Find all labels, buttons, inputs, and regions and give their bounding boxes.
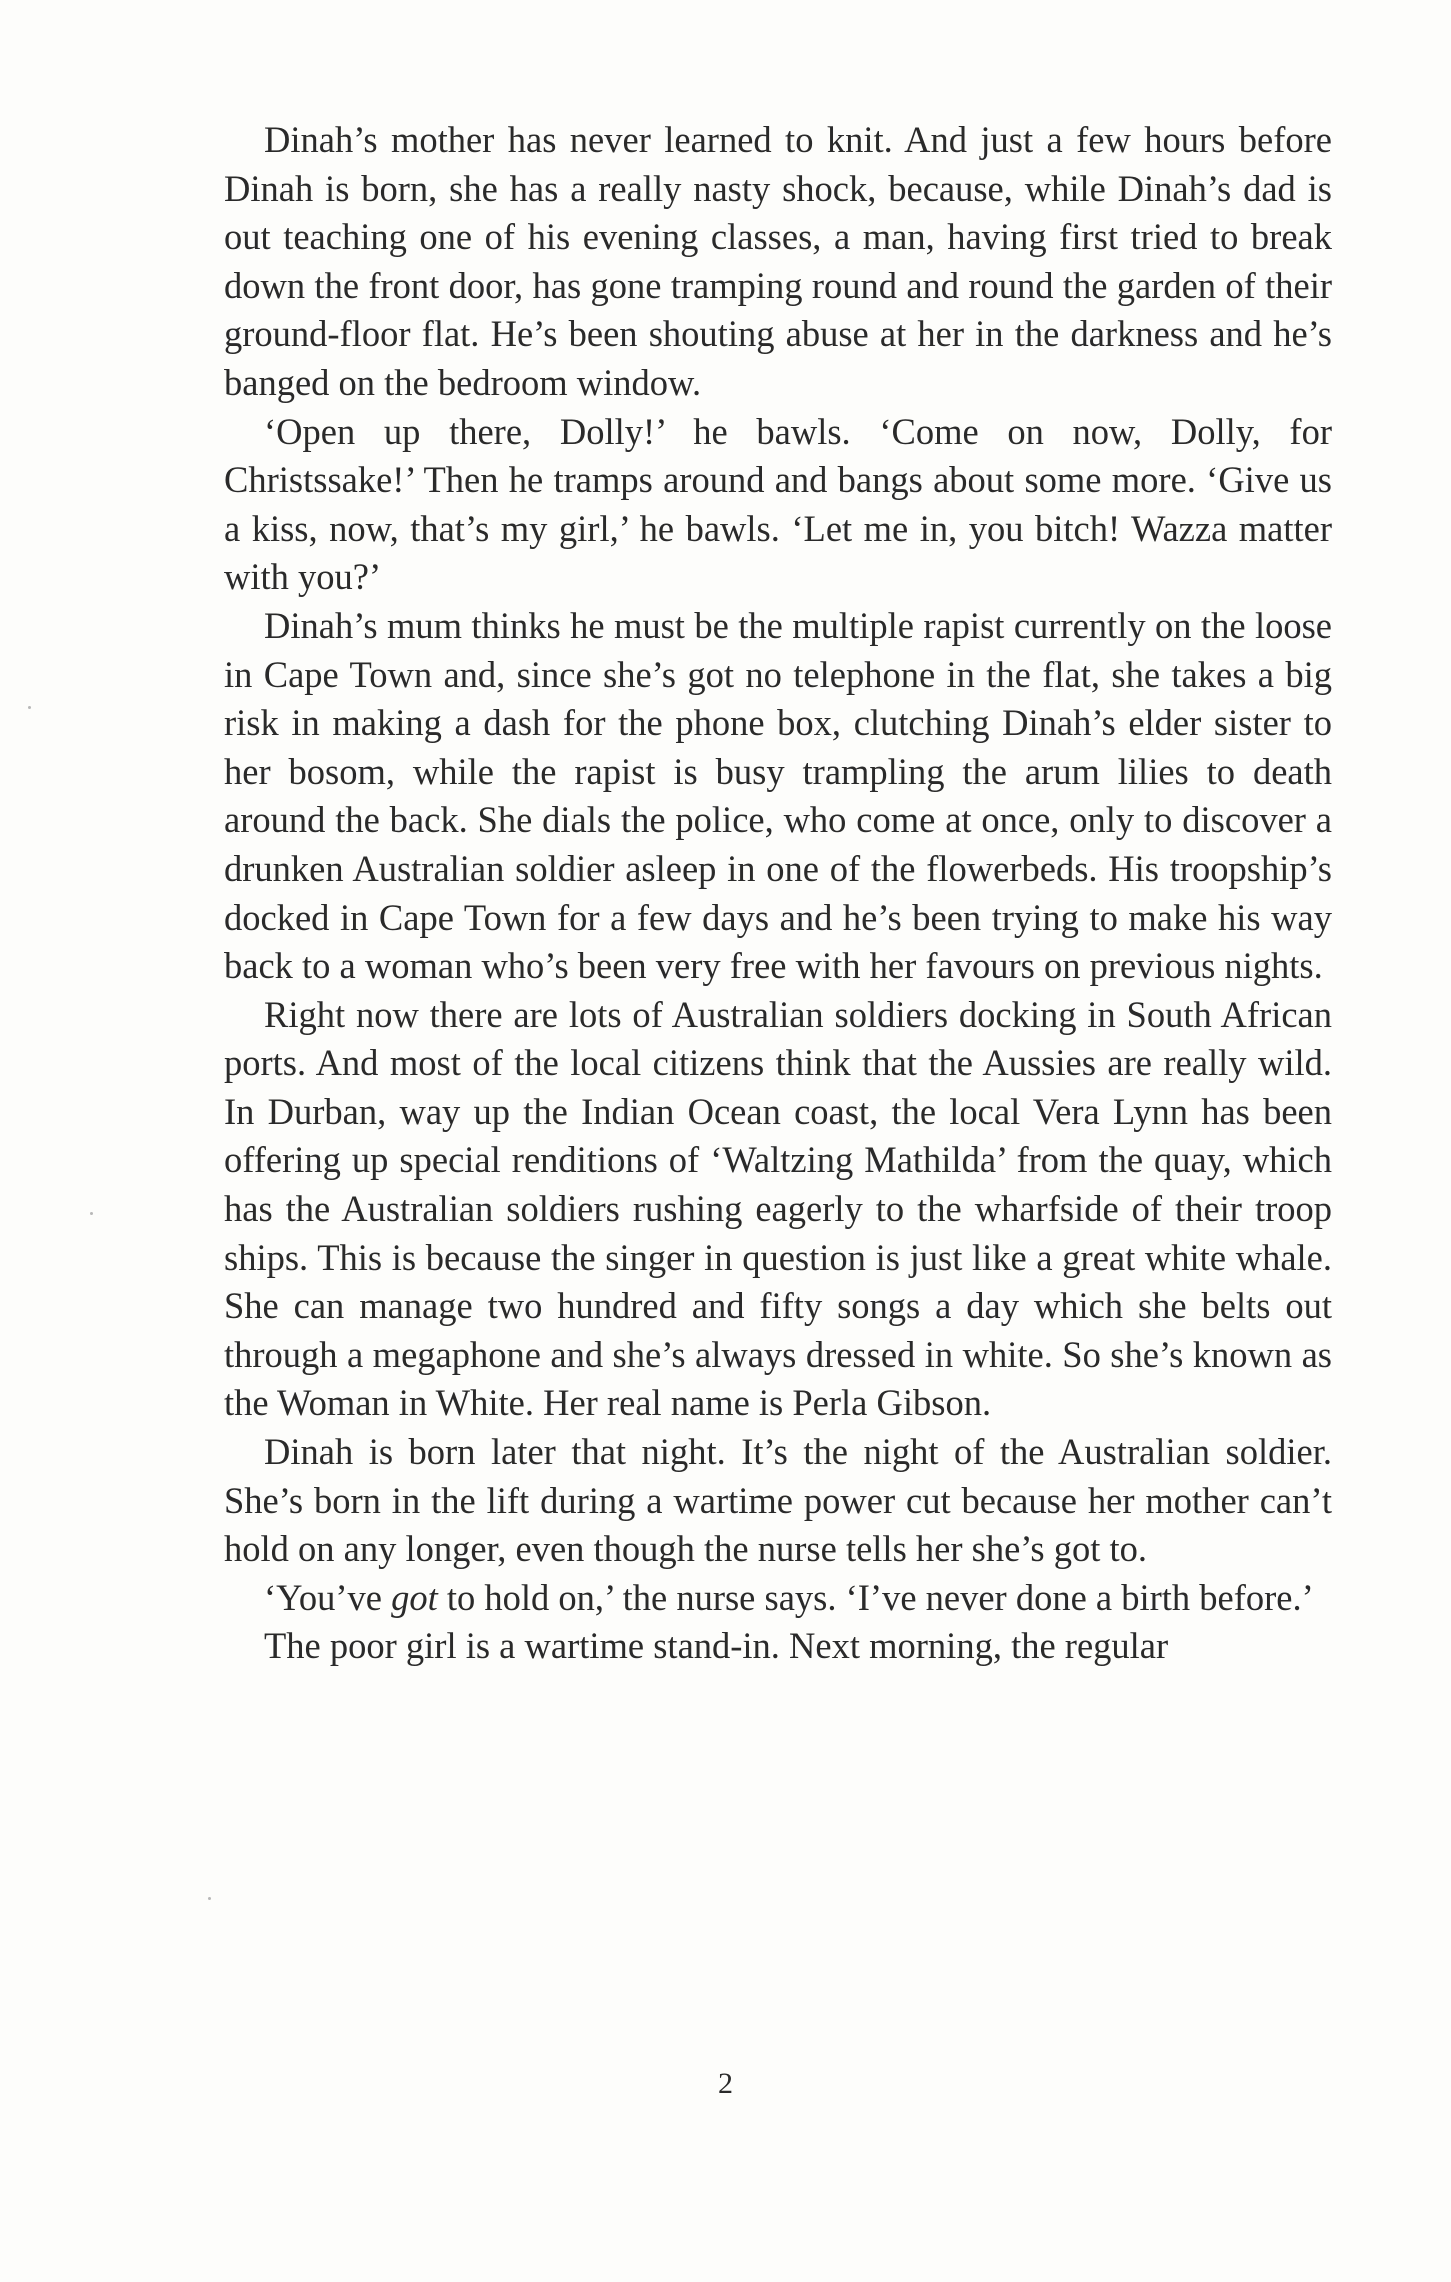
page-number: 2 — [718, 2067, 733, 2100]
paragraph-dinah-born: Dinah is born later that night. It’s the night of the Australian soldier. She’s born in the lift during a wartime power cut because her mother can’t hold on any longer, even though the nurse tells her she’s got to. — [224, 1431, 1332, 1570]
quote-start: ‘You’ve — [264, 1576, 392, 1618]
body-text — [224, 116, 1332, 1671]
quote-emphasis: got — [391, 1576, 438, 1618]
paragraph-dolly: ‘Open up there, Dolly!’ he bawls. ‘Come on now, Dolly, for Christssake!’ Then he tramps around and bangs about some more. ‘Give us a kiss, now, that’s my girl,’ he bawls. ‘Let me in, you bitch! Wazza matter with you?’ — [224, 410, 1332, 598]
paragraph-rapist: Dinah’s mum thinks he must be the multiple rapist currently on the loose in Cape Town and, since she’s got no telephone in the flat, she takes a big risk in making a dash for the phone box, clutching Dinah’s elder sister to her bosom, while the rapist is busy trampling the arum lilies to death around the back. She dials the police, who come at once, only to discover a drunken Australian soldier asleep in one of the flowerbeds. His troopship’s docked in Cape Town for a few days and he’s been trying to make his way back to a woman who’s been very free with her favours on previous nights. — [224, 604, 1332, 987]
paragraph-nurse-quote — [224, 1574, 1332, 1623]
paragraph-aussie-soldiers: Right now there are lots of Australian soldiers docking in South African ports. And most of the local citizens think that the Aussies are really wild. In Durban, way up the Indian Ocean coast, the local Vera Lynn has been offering up special renditions of ‘Waltzing Mathilda’ from the quay, which has the Australian soldiers rushing eagerly to the wharfside of their troop ships. This is because the singer in question is just like a great white whale. She can manage two hundred and fifty songs a day which she belts out through a megaphone and she’s always dressed in white. So she’s known as the Woman in White. Her real name is Perla Gibson. — [224, 993, 1332, 1424]
paper-speck — [28, 706, 31, 709]
paragraph-mother-shock: Dinah’s mother has never learned to knit. And just a few hours before Dinah is born, she has a really nasty shock, because, while Dinah’s dad is out teaching one of his evening classes, a man, having first tried to break down the front door, has gone tramping round and round the garden of their ground-floor flat. He’s been shouting abuse at her in the darkness and he’s banged on the bedroom window. — [224, 119, 1332, 403]
paper-speck — [90, 1212, 93, 1215]
paragraph-stand-in: The poor girl is a wartime stand-in. Next morning, the regular — [264, 1625, 1169, 1667]
quote-end: to hold on,’ the nurse says. ‘I’ve never done a birth before.’ — [437, 1576, 1314, 1618]
paper-speck — [208, 1897, 211, 1900]
